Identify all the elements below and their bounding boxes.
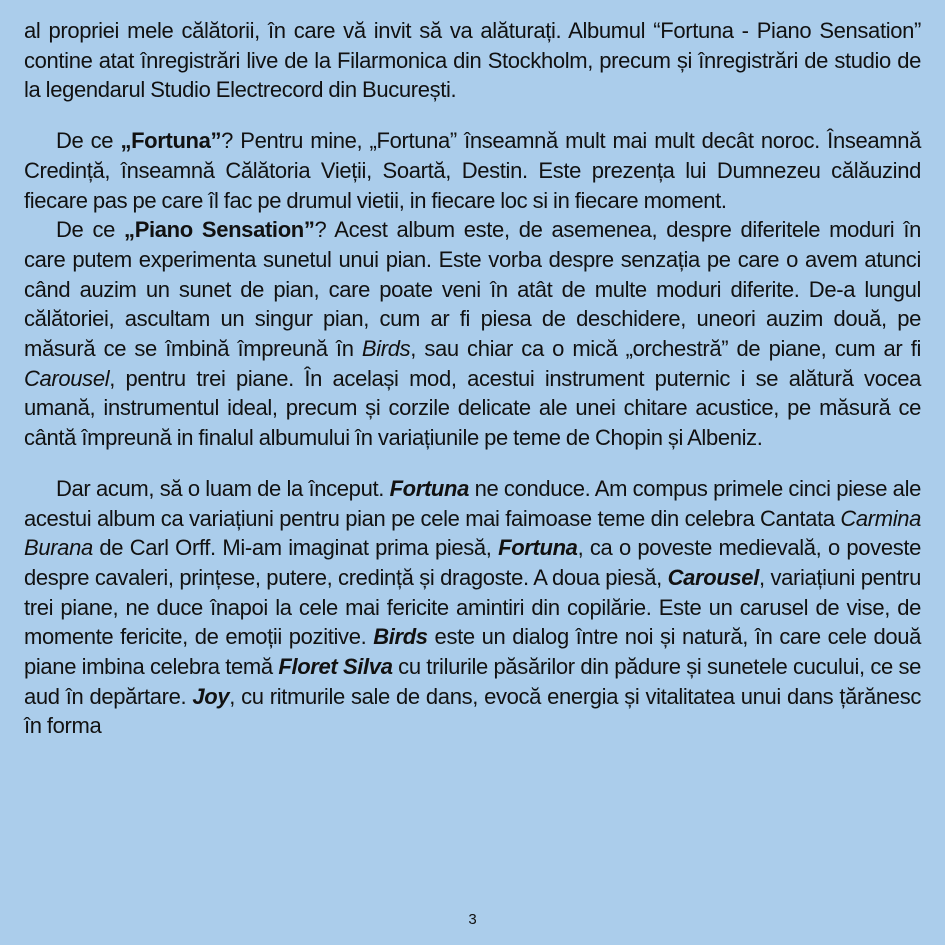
paragraph-3-text-2: ? Acest album este, de asemenea, despre diferitele moduri în care putem experimenta sunetul unui pian. Este vorba despre senzația pe care o avem atunci când auzim un sunet de pian, care poate veni în atât de multe moduri diferite. De-a lungul călătoriei, ascultam un singur pian, cum ar fi piesa de deschidere, uneori auzim două, pe măsură ce se îmbină împreună în (24, 217, 922, 362)
fortuna-bold-term: „Fortuna” (120, 128, 222, 154)
paragraph-gap (24, 453, 921, 474)
birds-italic-title: Birds (361, 336, 411, 362)
paragraph-4-text-3: de Carl Orff. Mi-am imaginat prima piesă, (92, 535, 499, 561)
paragraph-2-text-1: De ce (56, 128, 121, 154)
paragraph-4-text-6: este un dialog între noi și natură, în care cele două piane imbina celebra temă (24, 624, 922, 680)
paragraph-4 (24, 474, 921, 741)
document-page (24, 16, 921, 741)
paragraph-2-text-2: ? Pentru mine, „Fortuna” înseamnă mult mai mult decât noroc. Înseamnă Credință, înseamnă Călătoria Vieții, Soartă, Destin. Este prezența lui Dumnezeu călăuzind fiecare pas pe care îl fac pe drumul vietii, in fiecare loc si in fiecare moment. (24, 128, 921, 213)
fortuna-track-title: Fortuna (389, 475, 469, 501)
paragraph-3-text-1: De ce (56, 217, 125, 243)
birds-track-title: Birds (373, 624, 428, 650)
paragraph-2 (24, 126, 921, 215)
paragraph-4-text-5: , variațiuni pentru trei piane, ne duce înapoi la cele mai fericite amintiri din copilărie. Este un carusel de vise, de momente fericite, de emoții pozitive. (24, 564, 921, 650)
floret-silva-title: Floret Silva (278, 654, 393, 680)
fortuna-track-title-2: Fortuna (498, 535, 578, 561)
paragraph-3-text-4: , pentru trei piane. În același mod, acestui instrument puternic i se alătură vocea umană, instrumentul ideal, precum și corzile delicate ale unei chitare acustice, pe măsură ce cântă împreună in finalul albumului în variațiunile pe teme de Chopin și Albeniz. (24, 365, 921, 451)
joy-track-title: Joy (192, 683, 230, 709)
piano-sensation-bold-term: „Piano Sensation” (124, 217, 315, 243)
paragraph-1 (24, 16, 921, 105)
carousel-italic-title: Carousel (24, 365, 110, 391)
paragraph-gap (24, 105, 921, 126)
paragraph-4-text-8: , cu ritmurile sale de dans, evocă energia și vitalitatea unui dans țărănesc în forma (24, 683, 921, 739)
paragraph-1-text: al propriei mele călătorii, în care vă invit să va alăturați. Albumul “Fortuna - Piano Sensation” contine atat înregistrări live de la Filarmonica din Stockholm, precum și înregistrări de studio de la legendarul Studio Electrecord din București. (24, 18, 921, 103)
paragraph-4-text-7: cu trilurile păsărilor din pădure și sunetele cucului, ce se aud în depărtare. (24, 654, 921, 709)
carmina-burana-title: Carmina Burana (24, 505, 921, 561)
page-number: 3 (468, 911, 477, 928)
carousel-track-title: Carousel (667, 564, 759, 590)
paragraph-3 (24, 215, 921, 453)
paragraph-4-text-1: Dar acum, să o luam de la început. (56, 475, 390, 501)
paragraph-3-text-3: , sau chiar ca o mică „orchestră” de piane, cum ar fi (410, 336, 921, 362)
paragraph-4-text-2: ne conduce. Am compus primele cinci piese ale acestui album ca variațiuni pentru pian pe cele mai faimoase teme din celebra Cantata (24, 475, 921, 531)
paragraph-4-text-4: , ca o poveste medievală, o poveste despre cavaleri, prințese, putere, credință și dragoste. A doua piesă, (24, 535, 921, 590)
